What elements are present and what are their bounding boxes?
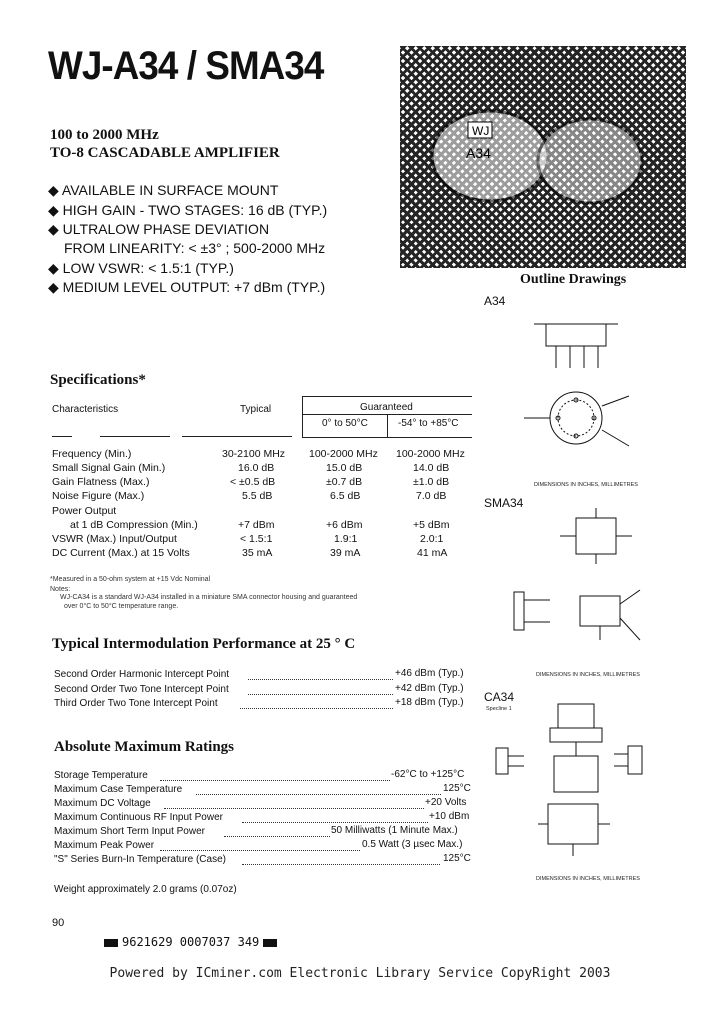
spec-typical: < ±0.5 dB	[230, 476, 276, 488]
table-rule	[302, 437, 472, 438]
leader-dots	[248, 679, 393, 680]
feature-item: ◆ LOW VSWR: < 1.5:1 (TYP.)	[48, 260, 234, 276]
spec-name: Small Signal Gain (Min.)	[52, 462, 166, 474]
intermod-heading: Typical Intermodulation Performance at 25 ° C	[52, 636, 356, 652]
absmax-value: 125°C	[443, 783, 471, 794]
absmax-name: Maximum Continuous RF Input Power	[54, 812, 223, 823]
spec-guaranteed-0-50: 1.9:1	[334, 533, 358, 545]
col-header-m54-to-85c: -54° to +85°C	[398, 418, 459, 429]
outline-label-ca34: CA34	[484, 690, 515, 704]
outline-heading: Outline Drawings	[520, 272, 627, 287]
spec-guaranteed-0-50: 15.0 dB	[326, 462, 363, 474]
feature-item: ◆ ULTRALOW PHASE DEVIATION	[48, 221, 270, 237]
sma34-package-top	[576, 518, 616, 554]
table-rule	[52, 436, 72, 437]
leader-dots	[224, 836, 330, 837]
subtitle-frequency: 100 to 2000 MHz	[50, 127, 159, 143]
weight-note: Weight approximately 2.0 grams (0.07oz)	[54, 884, 237, 895]
intermod-name: Third Order Two Tone Intercept Point	[54, 698, 218, 709]
spec-name: Power Output	[52, 505, 117, 517]
absmax-value: +10 dBm	[429, 811, 470, 822]
leader-dots	[242, 864, 440, 865]
leader-dots	[164, 808, 424, 809]
spec-note-text: over 0°C to 50°C temperature range.	[64, 603, 179, 610]
table-rule	[100, 436, 170, 437]
page-title: WJ-A34 / SMA34	[48, 44, 324, 88]
spec-name: VSWR (Max.) Input/Output	[52, 533, 177, 545]
outline-label-sma34: SMA34	[484, 496, 524, 510]
ca34-dimension-note: DIMENSIONS IN INCHES, MILLIMETRES	[536, 876, 640, 882]
absmax-heading: Absolute Maximum Ratings	[54, 739, 235, 755]
footer-copyright: Powered by ICminer.com Electronic Library Service CopyRight 2003	[109, 966, 611, 981]
sma34-dimension-note: DIMENSIONS IN INCHES, MILLIMETRES	[536, 672, 640, 678]
spec-guaranteed-m54-85: 7.0 dB	[416, 490, 447, 502]
spec-guaranteed-m54-85: 100-2000 MHz	[396, 448, 465, 460]
absmax-value: 125°C	[443, 853, 471, 864]
table-rule	[302, 396, 472, 397]
spec-notes-label: Notes:	[50, 586, 71, 593]
a34-package-side	[546, 324, 606, 346]
intermod-name: Second Order Harmonic Intercept Point	[54, 669, 230, 680]
col-header-guaranteed: Guaranteed	[360, 402, 413, 413]
absmax-name: Storage Temperature	[54, 770, 148, 781]
sma34-outline-drawing	[510, 500, 660, 660]
ca34-outline-drawing	[488, 694, 668, 874]
absmax-value: 0.5 Watt (3 µsec Max.)	[362, 839, 463, 850]
leader-dots	[196, 794, 441, 795]
intermod-value: +46 dBm (Typ.)	[395, 668, 464, 679]
absmax-value: 50 Milliwatts (1 Minute Max.)	[331, 825, 458, 836]
spec-typical: < 1.5:1	[240, 533, 273, 545]
barcode-bar-icon	[104, 939, 118, 947]
sma34-package-side	[580, 596, 620, 626]
leader-dots	[248, 694, 393, 695]
absmax-name: Maximum Short Term Input Power	[54, 826, 205, 837]
spec-guaranteed-m54-85: 2.0:1	[420, 533, 444, 545]
ca34-package-top	[558, 704, 594, 728]
absmax-name: Maximum Case Temperature	[54, 784, 183, 795]
feature-item: ◆ HIGH GAIN - TWO STAGES: 16 dB (TYP.)	[48, 202, 328, 218]
spec-footnote: *Measured in a 50-ohm system at +15 Vdc Nominal	[50, 576, 211, 583]
col-header-typical: Typical	[240, 404, 272, 415]
spec-guaranteed-m54-85: ±1.0 dB	[413, 476, 450, 488]
subtitle-product-type: TO-8 CASCADABLE AMPLIFIER	[50, 145, 280, 161]
spec-typical: 30-2100 MHz	[222, 448, 286, 460]
barcode-strip	[100, 935, 281, 949]
spec-name: Noise Figure (Max.)	[52, 490, 145, 502]
spec-note-text: WJ-CA34 is a standard WJ-A34 installed in a miniature SMA connector housing and guaranteed	[60, 594, 358, 601]
specifications-heading: Specifications*	[50, 372, 146, 388]
a34-outline-drawing	[494, 296, 644, 486]
spec-guaranteed-0-50: 39 mA	[330, 547, 361, 559]
a34-dimension-note: DIMENSIONS IN INCHES, MILLIMETRES	[534, 482, 638, 488]
spec-guaranteed-0-50: 100-2000 MHz	[309, 448, 378, 460]
spec-typical: 35 mA	[242, 547, 273, 559]
col-header-0-to-50c: 0° to 50°C	[322, 418, 368, 429]
product-photo-overlay	[400, 46, 686, 268]
leader-dots	[160, 780, 390, 781]
table-rule	[302, 396, 303, 438]
ca34-sub-label: Specline 1	[486, 706, 512, 712]
intermod-value: +18 dBm (Typ.)	[395, 697, 464, 708]
col-header-characteristics: Characteristics	[52, 404, 119, 415]
spec-name: Gain Flatness (Max.)	[52, 476, 150, 488]
leader-dots	[242, 822, 428, 823]
absmax-name: Maximum DC Voltage	[54, 798, 151, 809]
feature-item-continued: FROM LINEARITY: < ±3° ; 500-2000 MHz	[64, 240, 326, 256]
photo-label-wj: WJ	[472, 124, 490, 138]
absmax-value: +20 Volts	[425, 797, 467, 808]
absmax-name: "S" Series Burn-In Temperature (Case)	[54, 854, 226, 865]
feature-item: ◆ MEDIUM LEVEL OUTPUT: +7 dBm (TYP.)	[48, 279, 326, 295]
spec-guaranteed-m54-85: 41 mA	[417, 547, 448, 559]
absmax-value: -62°C to +125°C	[391, 769, 465, 780]
page-number: 90	[52, 917, 65, 929]
photo-label-a34: A34	[466, 145, 491, 161]
spec-name: DC Current (Max.) at 15 Volts	[52, 547, 190, 559]
diamond-bullet-icon: ◆	[48, 202, 63, 218]
can-right-icon	[538, 119, 642, 203]
spec-typical: +7 dBm	[238, 519, 275, 531]
spec-guaranteed-0-50: 6.5 dB	[330, 490, 361, 502]
table-rule	[182, 436, 292, 437]
spec-typical: 5.5 dB	[242, 490, 273, 502]
outline-label-a34: A34	[484, 294, 506, 308]
diamond-bullet-icon: ◆	[48, 260, 63, 276]
spec-guaranteed-m54-85: 14.0 dB	[413, 462, 450, 474]
diamond-bullet-icon: ◆	[48, 182, 62, 198]
table-rule	[387, 414, 388, 438]
diamond-bullet-icon: ◆	[48, 279, 63, 295]
feature-item: ◆ AVAILABLE IN SURFACE MOUNT	[48, 182, 279, 198]
leader-dots	[240, 708, 393, 709]
intermod-name: Second Order Two Tone Intercept Point	[54, 684, 229, 695]
barcode-text: 9621629 0007037 349	[122, 935, 260, 949]
leader-dots	[160, 850, 360, 851]
spec-guaranteed-0-50: +6 dBm	[326, 519, 363, 531]
absmax-name: Maximum Peak Power	[54, 840, 155, 851]
spec-name: Frequency (Min.)	[52, 448, 132, 460]
spec-name: at 1 dB Compression (Min.)	[70, 519, 198, 531]
spec-guaranteed-0-50: ±0.7 dB	[326, 476, 363, 488]
spec-typical: 16.0 dB	[238, 462, 275, 474]
barcode-bar-icon	[263, 939, 277, 947]
ca34-package-bottom	[548, 804, 598, 844]
diamond-bullet-icon: ◆	[48, 221, 63, 237]
spec-guaranteed-m54-85: +5 dBm	[413, 519, 450, 531]
ca34-package-side	[554, 756, 598, 792]
intermod-value: +42 dBm (Typ.)	[395, 683, 464, 694]
